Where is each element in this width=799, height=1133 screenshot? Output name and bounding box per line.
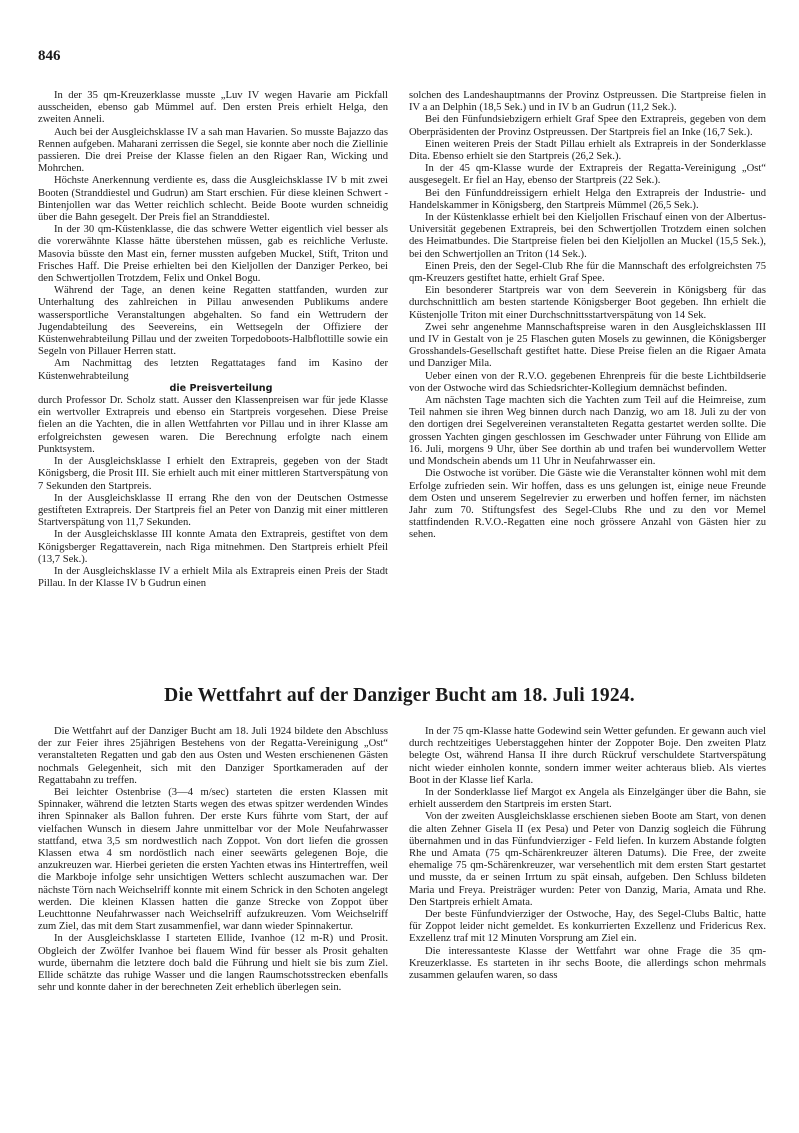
paragraph: Zwei sehr angenehme Mannschaftspreise waren in den Ausgleichsklassen III und IV in Gestalt von je 25 Flaschen guten Mosels zu gewinnen, die Königsberger Grosshandels-Gesellschaft gestiftet hatte. Diese Preise fielen an die Rigaer Amata und Danziger Mila. xyxy=(409,321,766,370)
section-heading: die Preisverteilung xyxy=(169,382,273,394)
paragraph: In der Ausgleichsklasse I starteten Ellide, Ivanhoe (12 m-R) und Prosit. Obgleich der Zwölfer Ivanhoe bei flauem Wind für besser als Prosit gehalten wurde, übernahm die letztere doch bald die Führung und hielt sie bis zum Ziel. Ellide schätzte das ruhige Wasser und die langen Raumschotsstrecken ebenfalls sehr und konnte daher in der berechneten Zeit erheblich überlegen sein. xyxy=(38,933,388,994)
paragraph: Auch bei der Ausgleichsklasse IV a sah man Havarien. So musste Bajazzo das Rennen aufgeben. Maharani zerrissen die Segel, sie konnte aber noch die Ziellinie passieren. Die drei Preise der Klasse fielen an den Rigaer Ran, Wicking und Mohrchen. xyxy=(38,126,388,175)
paragraph: Bei den Fünfundsiebzigern erhielt Graf Spee den Extrapreis, gegeben von dem Oberpräsidenten der Provinz Ostpreussen. Der Startpreis fiel an Inke (16,7 Sek.). xyxy=(409,114,766,138)
paragraph: Am nächsten Tage machten sich die Yachten zum Teil auf die Heimreise, zum Teil nahmen sie ihren Weg binnen durch nach Danzig, wo am 18. Juli zu der von den dortigen drei Segelvereinen veranstalteten Regatta gestartet werden sollte. Die grossen Yachten gingen geschlossen im Geschwader unter Führung von Ellide am 16. Juli, morgens 9 Uhr, über See dorthin ab und trafen bei wundervollem Wetter und Mondschein abends um 11 Uhr in Neufahrwasser ein. xyxy=(409,395,766,468)
paragraph: Höchste Anerkennung verdiente es, dass die Ausgleichsklasse IV b mit zwei Booten (Stranddiestel und Gudrun) am Start erschien. Für diese kleinen Schwert - Bintenjollen war das Wetter reichlich schlecht. Beide Boote wurden schneidig über die Bahn gesegelt. Der Preis fiel an Stranddiestel. xyxy=(38,175,388,224)
paragraph: In der 35 qm-Kreuzerklasse musste „Luv IV wegen Havarie am Pickfall ausscheiden, ebenso gab Mümmel auf. Den ersten Preis erhielt Helga, den zweiten Anneli. xyxy=(38,90,388,126)
paragraph: In der Sonderklasse lief Margot ex Angela als Einzelgänger über die Bahn, sie erhielt ausserdem den Startpreis im ersten Start. xyxy=(409,787,766,811)
paragraph: Ueber einen von der R.V.O. gegebenen Ehrenpreis für die beste Lichtbildserie von der Ostwoche wird das Schiedsrichter-Kollegium demnächst befinden. xyxy=(409,370,766,394)
paragraph: Bei den Fünfunddreissigern erhielt Helga den Extrapreis der Industrie- und Handelskammer in Königsberg, den Startpreis Mümmel (26,5 Sek.). xyxy=(409,187,766,211)
paragraph: Einen weiteren Preis der Stadt Pillau erhielt als Extrapreis in der Sonderklasse Dita. Ebenso erhielt sie den Startpreis (26,2 Sek.). xyxy=(409,138,766,163)
paragraph: Während der Tage, an denen keine Regatten stattfanden, wurden zur Unterhaltung des zahlreichen in Pillau anwesenden Publikums andere wassersportliche Veranstaltungen abgehalten. So fand ein Wettrudern der Jugendabteilung des Seevereins, ein Wettsegeln der Offiziere der Küstenwehrabteilung Pillau und der zweiten Torpedoboots-Halbflottille sowie ein Segeln von Pillauer Herren statt. xyxy=(38,285,388,358)
paragraph: In der Ausgleichsklasse IV a erhielt Mila als Extrapreis einen Preis der Stadt Pillau. In der Klasse IV b Gudrun einen xyxy=(38,565,388,590)
paragraph: Der beste Fünfundvierziger der Ostwoche, Hay, des Segel-Clubs Baltic, hatte für Zoppot leider nicht gemeldet. Es konkurrierten Exzellenz und Fridericus Rex. Exzellenz traf mit 12 Minuten Vorsprung am Ziel ein. xyxy=(409,909,766,945)
article-title: Die Wettfahrt auf der Danziger Bucht am 18. Juli 1924. xyxy=(164,685,635,706)
paragraph: Von der zweiten Ausgleichsklasse erschienen sieben Boote am Start, von denen die alten Zehner Gisela II (ex Pesa) und Peter von Danzig sogleich die Führung übernahmen und in das Fünfundvierziger - Feld liefen. In kurzem Abstande folgten Rhe und Amata (75 qm-Schärenkreuzer älteren Datums). Die Free, der zweite ehemalige 75 qm-Schärenkreuzer, war versehentlich mit dem ersten Start gestartet und musste, da er seinen Irrtum zu spät einsah, aufgeben. Den Schluss bildeten Maria und Freya. Preisträger wurden: Peter von Danzig, Maria, Amata und Rhe. Den Startpreis erhielt Amata. xyxy=(409,811,766,908)
paragraph: In der Küstenklasse erhielt bei den Kieljollen Frischauf einen von der Albertus-Universität gegebenen Extrapreis, bei den Schwertjollen Trotzdem einen solchen des Heimatbundes. Die Startpreise fielen bei den Kieljollen an Muckel (15,5 Sek.), bei den Schwertjollen an Triton (14 Sek.). xyxy=(409,212,766,260)
page-number: 846 xyxy=(38,48,61,64)
top-right-column xyxy=(409,90,766,542)
paragraph: In der 45 qm-Klasse wurde der Extrapreis der Regatta-Vereinigung „Ost“ ausgesegelt. Er fiel an Hay, ebenso der Startpreis (22 Sek.). xyxy=(409,163,766,187)
paragraph: Am Nachmittag des letzten Regattatages fand im Kasino der Küstenwehrabteilung xyxy=(38,358,388,382)
paragraph: Einen Preis, den der Segel-Club Rhe für die Mannschaft des erfolgreichsten 75 qm-Kreuzers gestiftet hatte, erhielt Graf Spee. xyxy=(409,260,766,285)
paragraph: Ein besonderer Startpreis war von dem Seeverein in Königsberg für das durchschnittlich am besten startende Königsberger Boot gegeben. Ihn erhielt die Küstenjolle Triton mit einer Durchschnittsstartverspätung von 14 Sek. xyxy=(409,285,766,321)
bottom-right-column xyxy=(409,726,766,982)
paragraph: In der Ausgleichsklasse II errang Rhe den von der Deutschen Ostmesse gestifteten Extrapreis. Der Startpreis fiel an Peter von Danzig mit einer mittleren Startverspätung von 11,7 Sekunden. xyxy=(38,492,388,529)
paragraph: Bei leichter Ostenbrise (3—4 m/sec) starteten die ersten Klassen mit Spinnaker, während die letzten Starts wegen des etwas spitzer werdenden Windes ihren Spinnaker als Ballon fuhren. Der erste Kurs führte vom Start, der auf vielfachen Wunsch in diesem Jahre unmittelbar vor der Mole Neufahrwasser stattfand, etwa 3,5 sm nordwestlich nach Zoppot. Von dort liefen die grossen Klassen etwa 4 sm nordöstlich nach einer seewärts gelegenen Boje, die anzukreuzen war. Hierbei gerieten die ersten Yachten etwas ins Hintertreffen, weil die Markboje infolge sehr unsichtigen Wetters schlecht auszumachen war. Der nächste Törn nach Weichselriff konnte mit einem Schrick in den Schoten angelegt werden. Die kleinen Klassen hatten die ganze Strecke von Zoppot über Leuchttonne Neufahrwasser nach Weichselriff aufzukreuzen. Vom Weichselriff zum Ziel, das mit dem Start zusammenfiel, war dann wieder Spinnakertur. xyxy=(38,787,388,933)
paragraph: Die Ostwoche ist vorüber. Die Gäste wie die Veranstalter können wohl mit dem Erfolge zufrieden sein. Wir hoffen, dass es uns gelungen ist, einige neue Freunde dem Osten und unserem Segelrevier zu erwerben und hoffen ferner, im nächsten Jahr zum 70. Stiftungsfest des Segel-Clubs Rhe und zu den vor Memel stattfindenden R.V.O.-Regatten eine noch grössere Anzahl von Gästen hier zu sehen. xyxy=(409,468,766,541)
paragraph: durch Professor Dr. Scholz statt. Ausser den Klassenpreisen war für jede Klasse ein wertvoller Extrapreis und ebenso ein Startpreis vorgesehen. Diese Preise fielen an die Yachten, die in allen Wettfahrten vor Pillau und in ihrer Klasse am erfolgreichsten gewesen waren. Die Berechnung erfolgte nach einem Punktsystem. xyxy=(38,395,388,455)
paragraph: Die interessanteste Klasse der Wettfahrt war ohne Frage die 35 qm-Kreuzerklasse. Es starteten in ihr sechs Boote, die allerdings schon mehrmals zusammen gelaufen waren, so dass xyxy=(409,945,766,982)
paragraph: solchen des Landeshauptmanns der Provinz Ostpreussen. Die Startpreise fielen in IV a an Delphin (18,5 Sek.) und in IV b an Gudrun (11,2 Sek.). xyxy=(409,90,766,114)
paragraph: In der 75 qm-Klasse hatte Godewind sein Wetter gefunden. Er gewann auch viel durch rechtzeitiges Ueberstaggehen hinter der Zoppoter Boje. Den zweiten Platz belegte Ost, während Hansa II ihre durch Rückruf verschuldete Startverspätung nicht wieder einholen konnte, sondern immer weiter achteraus blieb. Als viertes Boot in der Klasse lief Karla. xyxy=(409,726,766,786)
paragraph: In der Ausgleichsklasse I erhielt den Extrapreis, gegeben von der Stadt Königsberg, die Prosit III. Sie erhielt auch mit einer mittleren Startverspätung von 7 Sekunden den Startpreis. xyxy=(38,456,388,492)
paragraph: In der Ausgleichsklasse III konnte Amata den Extrapreis, gestiftet von dem Königsberger Regattaverein, nach Riga mitnehmen. Den Startpreis erhielt Pfeil (13,7 Sek.). xyxy=(38,529,388,565)
paragraph: In der 30 qm-Küstenklasse, die das schwere Wetter eigentlich viel besser als die vorerwähnte Klasse hätte überstehen müssen, gab es reichliche Verluste. Masovia büsste den Mast ein, ferner mussten aufgeben Muckel, Stift, Triton und Frisches Haff. Die Preise erhielten bei den Kieljollen der Danziger Perkeo, bei den Schwertjollen Trotzdem, Felix und Onkel Bogu. xyxy=(38,224,388,285)
bottom-left-column xyxy=(38,726,388,994)
paragraph: Die Wettfahrt auf der Danziger Bucht am 18. Juli 1924 bildete den Abschluss der zur Feier ihres 25jährigen Bestehens von der Regatta-Vereinigung „Ost“ veranstalteten Regatten und gab den aus Osten und Westen erschienenen Gästen nochmals Gelegenheit, sich mit den Danziger Sportkameraden auf der Regattabahn zu treffen. xyxy=(38,726,388,786)
top-left-column xyxy=(38,90,388,590)
